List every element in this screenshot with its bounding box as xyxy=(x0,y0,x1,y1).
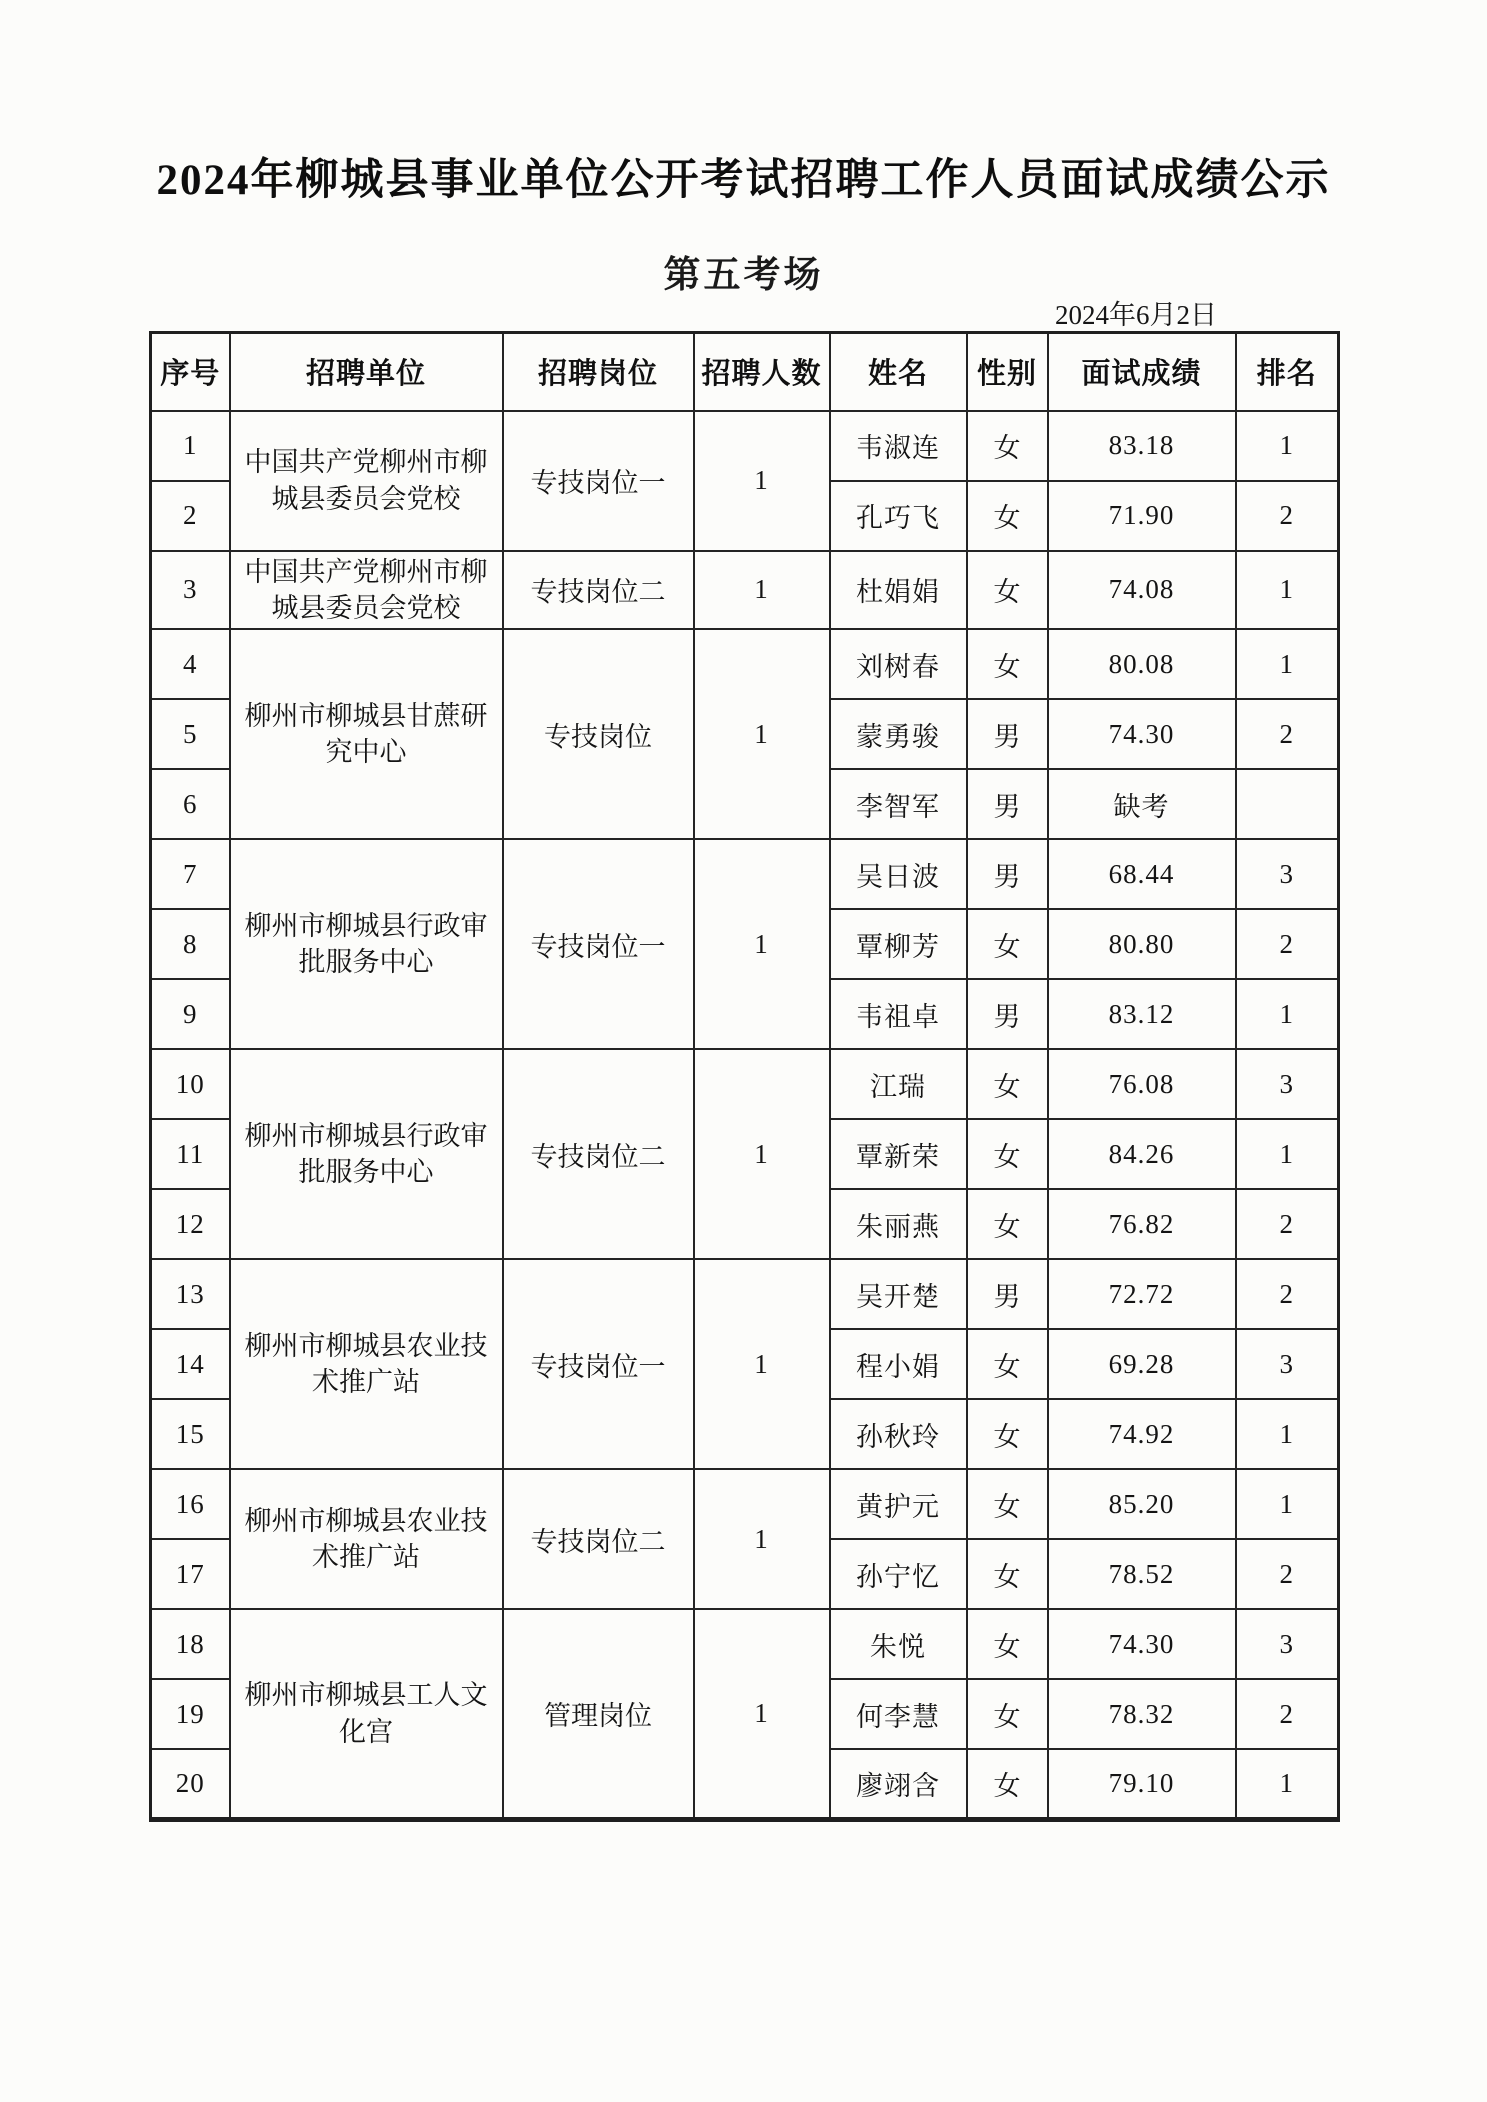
cell-rank: 3 xyxy=(1236,1049,1339,1119)
col-header-rank: 排名 xyxy=(1236,333,1339,411)
cell-name: 韦祖卓 xyxy=(830,979,967,1049)
cell-index: 14 xyxy=(151,1329,230,1399)
cell-index: 2 xyxy=(151,481,230,551)
col-header-index: 序号 xyxy=(151,333,230,411)
cell-gender: 女 xyxy=(967,551,1048,630)
cell-gender: 女 xyxy=(967,481,1048,551)
cell-score: 76.82 xyxy=(1048,1189,1236,1259)
cell-rank: 1 xyxy=(1236,629,1339,699)
cell-score: 74.30 xyxy=(1048,1609,1236,1679)
cell-name: 杜娟娟 xyxy=(830,551,967,630)
cell-gender: 女 xyxy=(967,1609,1048,1679)
cell-gender: 女 xyxy=(967,1189,1048,1259)
cell-index: 6 xyxy=(151,769,230,839)
cell-gender: 男 xyxy=(967,769,1048,839)
col-header-name: 姓名 xyxy=(830,333,967,411)
cell-rank: 1 xyxy=(1236,1119,1339,1189)
table-row xyxy=(151,1609,1339,1679)
cell-rank: 1 xyxy=(1236,979,1339,1049)
cell-index: 15 xyxy=(151,1399,230,1469)
cell-name: 何李慧 xyxy=(830,1679,967,1749)
cell-headcount: 1 xyxy=(694,629,830,839)
cell-name: 孔巧飞 xyxy=(830,481,967,551)
cell-post: 专技岗位一 xyxy=(503,1259,694,1469)
cell-rank: 1 xyxy=(1236,551,1339,630)
cell-gender: 女 xyxy=(967,1539,1048,1609)
cell-unit: 柳州市柳城县农业技术推广站 xyxy=(230,1469,503,1609)
cell-unit: 柳州市柳城县甘蔗研究中心 xyxy=(230,629,503,839)
cell-score: 83.18 xyxy=(1048,411,1236,481)
cell-score: 80.08 xyxy=(1048,629,1236,699)
cell-score: 69.28 xyxy=(1048,1329,1236,1399)
cell-rank: 2 xyxy=(1236,1679,1339,1749)
cell-score: 83.12 xyxy=(1048,979,1236,1049)
cell-headcount: 1 xyxy=(694,839,830,1049)
cell-gender: 女 xyxy=(967,1469,1048,1539)
document-date: 2024年6月2日 xyxy=(1055,300,1217,330)
cell-headcount: 1 xyxy=(694,551,830,630)
table-row xyxy=(151,411,1339,481)
cell-name: 朱悦 xyxy=(830,1609,967,1679)
cell-name: 韦淑连 xyxy=(830,411,967,481)
cell-index: 17 xyxy=(151,1539,230,1609)
cell-rank: 2 xyxy=(1236,909,1339,979)
cell-name: 孙秋玲 xyxy=(830,1399,967,1469)
cell-index: 7 xyxy=(151,839,230,909)
interview-results-table xyxy=(149,331,1340,1822)
cell-post: 专技岗位二 xyxy=(503,1469,694,1609)
cell-score: 79.10 xyxy=(1048,1749,1236,1819)
cell-name: 吴日波 xyxy=(830,839,967,909)
col-header-gender: 性别 xyxy=(967,333,1048,411)
cell-post: 专技岗位一 xyxy=(503,411,694,551)
table-row xyxy=(151,629,1339,699)
cell-index: 8 xyxy=(151,909,230,979)
cell-score: 68.44 xyxy=(1048,839,1236,909)
cell-headcount: 1 xyxy=(694,411,830,551)
cell-headcount: 1 xyxy=(694,1469,830,1609)
table-row xyxy=(151,551,1339,630)
cell-rank: 2 xyxy=(1236,699,1339,769)
cell-rank: 1 xyxy=(1236,1399,1339,1469)
cell-score: 74.08 xyxy=(1048,551,1236,630)
cell-gender: 男 xyxy=(967,979,1048,1049)
cell-rank: 1 xyxy=(1236,1749,1339,1819)
cell-name: 黄护元 xyxy=(830,1469,967,1539)
cell-score: 76.08 xyxy=(1048,1049,1236,1119)
cell-index: 3 xyxy=(151,551,230,630)
cell-gender: 男 xyxy=(967,699,1048,769)
table-row xyxy=(151,1259,1339,1329)
cell-score: 78.52 xyxy=(1048,1539,1236,1609)
cell-gender: 女 xyxy=(967,629,1048,699)
cell-score: 85.20 xyxy=(1048,1469,1236,1539)
cell-unit: 柳州市柳城县行政审批服务中心 xyxy=(230,1049,503,1259)
cell-score: 缺考 xyxy=(1048,769,1236,839)
cell-index: 16 xyxy=(151,1469,230,1539)
cell-index: 4 xyxy=(151,629,230,699)
cell-name: 孙宁忆 xyxy=(830,1539,967,1609)
cell-rank: 3 xyxy=(1236,1609,1339,1679)
table-row xyxy=(151,1049,1339,1119)
cell-gender: 女 xyxy=(967,1399,1048,1469)
cell-index: 18 xyxy=(151,1609,230,1679)
cell-name: 李智军 xyxy=(830,769,967,839)
cell-score: 78.32 xyxy=(1048,1679,1236,1749)
cell-unit: 中国共产党柳州市柳城县委员会党校 xyxy=(230,551,503,630)
cell-score: 71.90 xyxy=(1048,481,1236,551)
cell-unit: 柳州市柳城县工人文化宫 xyxy=(230,1609,503,1819)
cell-post: 管理岗位 xyxy=(503,1609,694,1819)
cell-score: 72.72 xyxy=(1048,1259,1236,1329)
cell-unit: 柳州市柳城县行政审批服务中心 xyxy=(230,839,503,1049)
cell-gender: 女 xyxy=(967,1329,1048,1399)
cell-gender: 男 xyxy=(967,839,1048,909)
table-header-row xyxy=(151,333,1339,411)
cell-post: 专技岗位二 xyxy=(503,1049,694,1259)
exam-room-subtitle: 第五考场 xyxy=(663,255,824,296)
cell-name: 覃新荣 xyxy=(830,1119,967,1189)
cell-name: 蒙勇骏 xyxy=(830,699,967,769)
cell-rank: 2 xyxy=(1236,1189,1339,1259)
cell-rank: 1 xyxy=(1236,1469,1339,1539)
cell-name: 吴开楚 xyxy=(830,1259,967,1329)
cell-gender: 女 xyxy=(967,1049,1048,1119)
cell-name: 廖翊含 xyxy=(830,1749,967,1819)
cell-rank: 2 xyxy=(1236,481,1339,551)
cell-post: 专技岗位 xyxy=(503,629,694,839)
cell-index: 12 xyxy=(151,1189,230,1259)
cell-index: 11 xyxy=(151,1119,230,1189)
cell-score: 84.26 xyxy=(1048,1119,1236,1189)
table-row xyxy=(151,839,1339,909)
cell-score: 74.92 xyxy=(1048,1399,1236,1469)
cell-headcount: 1 xyxy=(694,1049,830,1259)
col-header-score: 面试成绩 xyxy=(1048,333,1236,411)
cell-gender: 男 xyxy=(967,1259,1048,1329)
cell-unit: 柳州市柳城县农业技术推广站 xyxy=(230,1259,503,1469)
cell-gender: 女 xyxy=(967,1119,1048,1189)
cell-rank: 3 xyxy=(1236,839,1339,909)
cell-index: 13 xyxy=(151,1259,230,1329)
cell-gender: 女 xyxy=(967,1749,1048,1819)
cell-rank: 2 xyxy=(1236,1539,1339,1609)
cell-index: 9 xyxy=(151,979,230,1049)
cell-index: 20 xyxy=(151,1749,230,1819)
cell-gender: 女 xyxy=(967,411,1048,481)
cell-gender: 女 xyxy=(967,909,1048,979)
col-header-headcount: 招聘人数 xyxy=(694,333,830,411)
cell-index: 10 xyxy=(151,1049,230,1119)
table-row xyxy=(151,1469,1339,1539)
cell-score: 80.80 xyxy=(1048,909,1236,979)
cell-score: 74.30 xyxy=(1048,699,1236,769)
cell-unit: 中国共产党柳州市柳城县委员会党校 xyxy=(230,411,503,551)
page-title: 2024年柳城县事业单位公开考试招聘工作人员面试成绩公示 xyxy=(156,157,1331,204)
cell-headcount: 1 xyxy=(694,1609,830,1819)
cell-rank: 3 xyxy=(1236,1329,1339,1399)
cell-rank: 1 xyxy=(1236,411,1339,481)
cell-name: 程小娟 xyxy=(830,1329,967,1399)
cell-index: 19 xyxy=(151,1679,230,1749)
cell-name: 朱丽燕 xyxy=(830,1189,967,1259)
col-header-post: 招聘岗位 xyxy=(503,333,694,411)
cell-headcount: 1 xyxy=(694,1259,830,1469)
cell-gender: 女 xyxy=(967,1679,1048,1749)
col-header-unit: 招聘单位 xyxy=(230,333,503,411)
cell-name: 江瑞 xyxy=(830,1049,967,1119)
cell-post: 专技岗位二 xyxy=(503,551,694,630)
cell-index: 1 xyxy=(151,411,230,481)
cell-name: 刘树春 xyxy=(830,629,967,699)
cell-name: 覃柳芳 xyxy=(830,909,967,979)
cell-rank: 2 xyxy=(1236,1259,1339,1329)
cell-index: 5 xyxy=(151,699,230,769)
cell-rank xyxy=(1236,769,1339,839)
cell-post: 专技岗位一 xyxy=(503,839,694,1049)
